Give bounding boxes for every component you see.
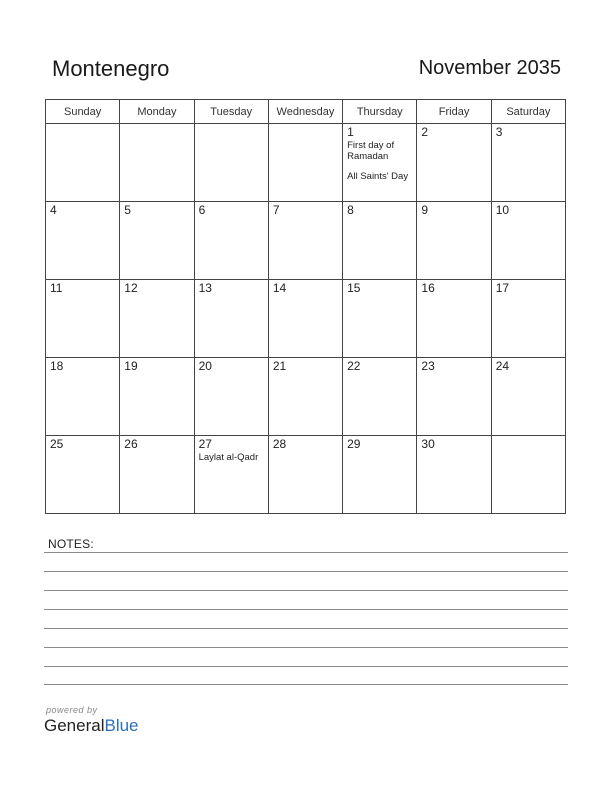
day-cell bbox=[194, 124, 268, 202]
day-cell bbox=[343, 358, 417, 436]
notes-line bbox=[44, 552, 568, 553]
weekday-tuesday: Tuesday bbox=[194, 100, 268, 124]
day-cell bbox=[417, 358, 491, 436]
day-number: 2 bbox=[421, 125, 429, 139]
day-cell bbox=[491, 202, 565, 280]
day-cell bbox=[46, 358, 120, 436]
day-number: 6 bbox=[198, 203, 206, 217]
day-cell bbox=[194, 436, 268, 514]
day-cell bbox=[120, 358, 194, 436]
day-cell bbox=[194, 280, 268, 358]
day-cell bbox=[46, 436, 120, 514]
holiday-label: Laylat al-Qadr bbox=[198, 452, 259, 463]
day-number: 14 bbox=[272, 281, 287, 295]
day-number: 19 bbox=[124, 359, 138, 373]
day-cell bbox=[268, 358, 342, 436]
powered-by-text: powered by bbox=[46, 705, 98, 715]
week-row bbox=[46, 124, 566, 202]
notes-line bbox=[44, 571, 568, 572]
weekday-thursday: Thursday bbox=[343, 100, 417, 124]
notes-line bbox=[44, 647, 568, 648]
weekday-saturday: Saturday bbox=[491, 100, 565, 124]
weekday-monday: Monday bbox=[120, 100, 194, 124]
day-number: 29 bbox=[347, 437, 361, 451]
week-row bbox=[46, 358, 566, 436]
notes-line bbox=[44, 628, 568, 629]
notes-line bbox=[44, 590, 568, 591]
brand-blue: Blue bbox=[104, 716, 139, 735]
weekday-friday: Friday bbox=[417, 100, 491, 124]
day-number: 10 bbox=[495, 203, 510, 217]
notes-line bbox=[44, 609, 568, 610]
day-cell bbox=[343, 202, 417, 280]
day-number: 23 bbox=[421, 359, 435, 373]
weekday-wednesday: Wednesday bbox=[268, 100, 342, 124]
day-number: 12 bbox=[124, 281, 138, 295]
notes-label: NOTES: bbox=[48, 537, 94, 551]
day-number: 22 bbox=[347, 359, 361, 373]
day-number: 13 bbox=[198, 281, 212, 295]
day-cell bbox=[268, 436, 342, 514]
day-number: 26 bbox=[124, 437, 138, 451]
day-cell bbox=[194, 358, 268, 436]
holiday-label: First day of Ramadan bbox=[347, 140, 395, 162]
day-cell bbox=[417, 202, 491, 280]
month-year-title: November 2035 bbox=[418, 57, 561, 79]
day-number: 17 bbox=[495, 281, 510, 295]
week-row bbox=[46, 202, 566, 280]
day-number: 28 bbox=[272, 437, 287, 451]
day-cell bbox=[343, 436, 417, 514]
day-cell bbox=[268, 202, 342, 280]
day-cell bbox=[268, 124, 342, 202]
day-number: 24 bbox=[495, 359, 510, 373]
weekday-sunday: Sunday bbox=[46, 100, 120, 124]
day-number: 11 bbox=[50, 281, 63, 295]
day-cell bbox=[120, 202, 194, 280]
calendar-grid bbox=[45, 99, 566, 514]
day-cell bbox=[268, 280, 342, 358]
day-cell bbox=[120, 436, 194, 514]
day-number: 16 bbox=[421, 281, 435, 295]
day-number: 25 bbox=[50, 437, 64, 451]
day-cell bbox=[120, 124, 194, 202]
day-number: 20 bbox=[198, 359, 212, 373]
day-number: 3 bbox=[495, 125, 503, 139]
weekday-header-row bbox=[46, 100, 566, 124]
day-number: 15 bbox=[347, 281, 361, 295]
day-cell bbox=[417, 436, 491, 514]
brand-general: General bbox=[44, 716, 105, 735]
day-number: 4 bbox=[50, 203, 57, 217]
day-cell bbox=[417, 124, 491, 202]
day-number: 30 bbox=[421, 437, 435, 451]
generalblue-logo[interactable] bbox=[44, 716, 139, 736]
day-number: 7 bbox=[272, 203, 280, 217]
day-number: 5 bbox=[124, 203, 131, 217]
day-number: 27 bbox=[198, 437, 212, 451]
day-cell bbox=[46, 124, 120, 202]
day-number: 9 bbox=[421, 203, 429, 217]
day-cell bbox=[417, 280, 491, 358]
day-cell bbox=[491, 124, 565, 202]
notes-line bbox=[44, 684, 568, 685]
week-row bbox=[46, 280, 566, 358]
day-cell bbox=[491, 436, 565, 514]
day-cell bbox=[46, 202, 120, 280]
day-cell bbox=[46, 280, 120, 358]
day-cell bbox=[194, 202, 268, 280]
holiday-label: All Saints' Day bbox=[347, 171, 409, 182]
day-cell bbox=[343, 124, 417, 202]
day-number: 18 bbox=[50, 359, 64, 373]
week-row bbox=[46, 436, 566, 514]
day-cell bbox=[491, 280, 565, 358]
day-number: 8 bbox=[347, 203, 354, 217]
day-number: 1 bbox=[347, 125, 354, 139]
day-cell bbox=[343, 280, 417, 358]
day-cell bbox=[491, 358, 565, 436]
day-cell bbox=[120, 280, 194, 358]
notes-line bbox=[44, 666, 568, 667]
day-number: 21 bbox=[272, 359, 287, 373]
country-title: Montenegro bbox=[52, 56, 170, 81]
